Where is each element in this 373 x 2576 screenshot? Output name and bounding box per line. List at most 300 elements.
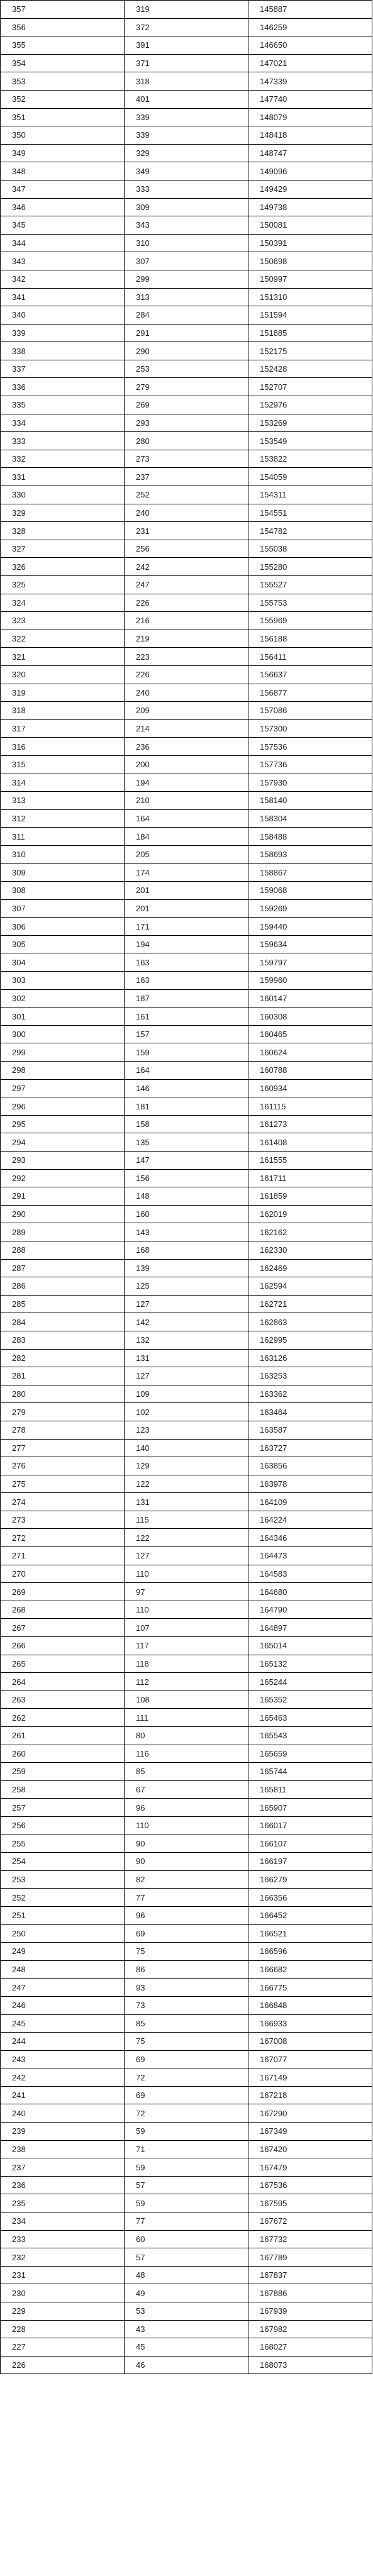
cumulative-cell: 164109 — [248, 1493, 372, 1511]
cumulative-cell: 150081 — [248, 216, 372, 235]
cumulative-cell: 154059 — [248, 468, 372, 486]
score-cell: 226 — [1, 2356, 125, 2374]
score-cell: 328 — [1, 522, 125, 540]
count-cell: 140 — [125, 1439, 248, 1457]
count-cell: 291 — [125, 324, 248, 342]
cumulative-cell: 161408 — [248, 1133, 372, 1152]
count-cell: 127 — [125, 1295, 248, 1313]
table-row — [1, 648, 372, 666]
cumulative-cell: 150391 — [248, 234, 372, 252]
cumulative-cell: 166848 — [248, 1996, 372, 2014]
table-row — [1, 2248, 372, 2267]
count-cell: 163 — [125, 953, 248, 972]
score-cell: 304 — [1, 953, 125, 972]
table-row — [1, 126, 372, 145]
score-cell: 256 — [1, 1816, 125, 1835]
cumulative-cell: 161555 — [248, 1152, 372, 1170]
count-cell: 401 — [125, 90, 248, 108]
cumulative-cell: 159634 — [248, 935, 372, 953]
count-cell: 69 — [125, 2050, 248, 2068]
count-cell: 46 — [125, 2356, 248, 2374]
table-row — [1, 522, 372, 540]
table-row — [1, 1349, 372, 1367]
cumulative-cell: 158693 — [248, 845, 372, 863]
count-cell: 49 — [125, 2284, 248, 2302]
count-cell: 299 — [125, 270, 248, 288]
score-cell: 290 — [1, 1205, 125, 1223]
cumulative-cell: 168027 — [248, 2338, 372, 2357]
cumulative-cell: 157930 — [248, 774, 372, 792]
cumulative-cell: 167149 — [248, 2068, 372, 2087]
cumulative-cell: 159797 — [248, 953, 372, 972]
cumulative-cell: 165244 — [248, 1673, 372, 1691]
score-cell: 347 — [1, 180, 125, 198]
table-row — [1, 882, 372, 900]
count-cell: 71 — [125, 2140, 248, 2158]
score-cell: 251 — [1, 1906, 125, 1924]
table-row — [1, 1889, 372, 1907]
table-row — [1, 899, 372, 918]
score-cell: 274 — [1, 1493, 125, 1511]
count-cell: 194 — [125, 935, 248, 953]
count-cell: 247 — [125, 576, 248, 594]
cumulative-cell: 155038 — [248, 540, 372, 558]
count-cell: 205 — [125, 845, 248, 863]
table-row — [1, 809, 372, 828]
cumulative-cell: 166775 — [248, 1979, 372, 1997]
table-row — [1, 1313, 372, 1331]
cumulative-cell: 148747 — [248, 144, 372, 162]
count-cell: 45 — [125, 2338, 248, 2357]
table-row — [1, 1727, 372, 1745]
score-cell: 325 — [1, 576, 125, 594]
table-row — [1, 1259, 372, 1277]
cumulative-cell: 166017 — [248, 1816, 372, 1835]
count-cell: 209 — [125, 702, 248, 720]
count-cell: 109 — [125, 1385, 248, 1403]
count-cell: 108 — [125, 1690, 248, 1709]
cumulative-cell: 148418 — [248, 126, 372, 145]
score-cell: 320 — [1, 665, 125, 684]
cumulative-cell: 156188 — [248, 630, 372, 648]
table-row — [1, 2086, 372, 2104]
cumulative-cell: 167479 — [248, 2158, 372, 2177]
count-cell: 111 — [125, 1709, 248, 1727]
cumulative-cell: 167349 — [248, 2123, 372, 2141]
table-row — [1, 54, 372, 72]
score-cell: 303 — [1, 972, 125, 990]
cumulative-cell: 167789 — [248, 2248, 372, 2267]
score-cell: 275 — [1, 1475, 125, 1493]
count-cell: 273 — [125, 450, 248, 468]
table-row — [1, 306, 372, 325]
table-row — [1, 1835, 372, 1853]
count-cell: 181 — [125, 1097, 248, 1116]
cumulative-cell: 150698 — [248, 252, 372, 270]
count-cell: 240 — [125, 684, 248, 702]
table-row — [1, 1690, 372, 1709]
table-row — [1, 1960, 372, 1979]
table-row — [1, 1097, 372, 1116]
cumulative-cell: 166452 — [248, 1906, 372, 1924]
score-cell: 324 — [1, 594, 125, 612]
count-cell: 77 — [125, 2212, 248, 2231]
score-cell: 332 — [1, 450, 125, 468]
cumulative-cell: 162162 — [248, 1223, 372, 1241]
table-row — [1, 1223, 372, 1241]
cumulative-cell: 168073 — [248, 2356, 372, 2374]
table-row — [1, 1439, 372, 1457]
cumulative-cell: 162469 — [248, 1259, 372, 1277]
table-row — [1, 1745, 372, 1763]
score-cell: 340 — [1, 306, 125, 325]
table-row — [1, 1062, 372, 1080]
cumulative-cell: 166107 — [248, 1835, 372, 1853]
count-cell: 171 — [125, 918, 248, 936]
score-cell: 313 — [1, 792, 125, 810]
score-cell: 259 — [1, 1763, 125, 1781]
cumulative-cell: 167218 — [248, 2086, 372, 2104]
count-cell: 184 — [125, 828, 248, 846]
count-cell: 127 — [125, 1367, 248, 1385]
count-cell: 59 — [125, 2123, 248, 2141]
cumulative-cell: 149738 — [248, 198, 372, 216]
cumulative-cell: 165659 — [248, 1745, 372, 1763]
count-cell: 110 — [125, 1601, 248, 1619]
table-row — [1, 2284, 372, 2302]
cumulative-cell: 165907 — [248, 1799, 372, 1817]
count-cell: 187 — [125, 989, 248, 1008]
table-row — [1, 1870, 372, 1889]
table-row — [1, 774, 372, 792]
count-cell: 131 — [125, 1349, 248, 1367]
score-cell: 261 — [1, 1727, 125, 1745]
score-cell: 355 — [1, 36, 125, 55]
table-row — [1, 1511, 372, 1529]
cumulative-cell: 145887 — [248, 1, 372, 19]
cumulative-cell: 160624 — [248, 1043, 372, 1062]
score-cell: 346 — [1, 198, 125, 216]
cumulative-cell: 167077 — [248, 2050, 372, 2068]
score-cell: 287 — [1, 1259, 125, 1277]
count-cell: 116 — [125, 1745, 248, 1763]
score-cell: 295 — [1, 1115, 125, 1133]
count-cell: 112 — [125, 1673, 248, 1691]
cumulative-cell: 147339 — [248, 72, 372, 91]
score-cell: 335 — [1, 396, 125, 414]
table-row — [1, 1547, 372, 1565]
score-cell: 297 — [1, 1079, 125, 1097]
score-cell: 342 — [1, 270, 125, 288]
cumulative-cell: 160147 — [248, 989, 372, 1008]
count-cell: 93 — [125, 1979, 248, 1997]
count-cell: 139 — [125, 1259, 248, 1277]
table-row — [1, 1115, 372, 1133]
count-cell: 160 — [125, 1205, 248, 1223]
cumulative-cell: 166596 — [248, 1943, 372, 1961]
table-row — [1, 792, 372, 810]
count-cell: 371 — [125, 54, 248, 72]
count-cell: 290 — [125, 342, 248, 360]
table-row — [1, 918, 372, 936]
cumulative-cell: 152976 — [248, 396, 372, 414]
cumulative-cell: 166682 — [248, 1960, 372, 1979]
score-cell: 258 — [1, 1780, 125, 1799]
table-row — [1, 2212, 372, 2231]
count-cell: 135 — [125, 1133, 248, 1152]
score-cell: 234 — [1, 2212, 125, 2231]
score-cell: 302 — [1, 989, 125, 1008]
table-row — [1, 684, 372, 702]
count-cell: 329 — [125, 144, 248, 162]
table-row — [1, 468, 372, 486]
count-cell: 253 — [125, 360, 248, 378]
count-cell: 313 — [125, 288, 248, 306]
count-cell: 391 — [125, 36, 248, 55]
cumulative-cell: 156637 — [248, 665, 372, 684]
count-cell: 319 — [125, 1, 248, 19]
count-cell: 226 — [125, 594, 248, 612]
table-row — [1, 2033, 372, 2051]
table-row — [1, 2320, 372, 2338]
count-cell: 146 — [125, 1079, 248, 1097]
score-cell: 343 — [1, 252, 125, 270]
table-row — [1, 738, 372, 756]
table-row — [1, 360, 372, 378]
table-row — [1, 1457, 372, 1475]
cumulative-cell: 165463 — [248, 1709, 372, 1727]
table-row — [1, 1924, 372, 1943]
table-row — [1, 953, 372, 972]
cumulative-cell: 167595 — [248, 2194, 372, 2212]
table-row — [1, 198, 372, 216]
count-cell: 339 — [125, 108, 248, 126]
score-cell: 245 — [1, 2014, 125, 2033]
cumulative-cell: 166279 — [248, 1870, 372, 1889]
table-row — [1, 1601, 372, 1619]
count-cell: 226 — [125, 665, 248, 684]
score-cell: 357 — [1, 1, 125, 19]
cumulative-cell: 165014 — [248, 1637, 372, 1655]
table-row — [1, 414, 372, 432]
count-cell: 102 — [125, 1403, 248, 1421]
score-cell: 334 — [1, 414, 125, 432]
table-row — [1, 2302, 372, 2321]
count-cell: 69 — [125, 2086, 248, 2104]
table-row — [1, 72, 372, 91]
cumulative-cell: 162721 — [248, 1295, 372, 1313]
score-cell: 268 — [1, 1601, 125, 1619]
count-cell: 77 — [125, 1889, 248, 1907]
score-cell: 246 — [1, 1996, 125, 2014]
cumulative-cell: 166933 — [248, 2014, 372, 2033]
score-cell: 248 — [1, 1960, 125, 1979]
score-cell: 289 — [1, 1223, 125, 1241]
cumulative-cell: 161711 — [248, 1169, 372, 1187]
cumulative-cell: 159960 — [248, 972, 372, 990]
score-cell: 322 — [1, 630, 125, 648]
cumulative-cell: 163126 — [248, 1349, 372, 1367]
score-cell: 319 — [1, 684, 125, 702]
score-cell: 285 — [1, 1295, 125, 1313]
cumulative-cell: 167732 — [248, 2230, 372, 2248]
cumulative-cell: 163856 — [248, 1457, 372, 1475]
table-row — [1, 324, 372, 342]
table-row — [1, 1493, 372, 1511]
score-cell: 266 — [1, 1637, 125, 1655]
score-cell: 255 — [1, 1835, 125, 1853]
table-row — [1, 1655, 372, 1673]
count-cell: 57 — [125, 2176, 248, 2194]
score-cell: 276 — [1, 1457, 125, 1475]
score-cell: 296 — [1, 1097, 125, 1116]
cumulative-cell: 152428 — [248, 360, 372, 378]
table-row — [1, 1583, 372, 1601]
table-row — [1, 288, 372, 306]
cumulative-cell: 166197 — [248, 1853, 372, 1871]
count-cell: 142 — [125, 1313, 248, 1331]
score-cell: 271 — [1, 1547, 125, 1565]
table-row — [1, 1709, 372, 1727]
score-cell: 288 — [1, 1241, 125, 1259]
score-cell: 264 — [1, 1673, 125, 1691]
table-row — [1, 702, 372, 720]
score-cell: 353 — [1, 72, 125, 91]
cumulative-cell: 165352 — [248, 1690, 372, 1709]
count-cell: 75 — [125, 2033, 248, 2051]
count-cell: 164 — [125, 809, 248, 828]
table-row — [1, 828, 372, 846]
table-row — [1, 180, 372, 198]
table-row — [1, 144, 372, 162]
count-cell: 343 — [125, 216, 248, 235]
score-cell: 323 — [1, 612, 125, 630]
table-row — [1, 2194, 372, 2212]
score-cell: 247 — [1, 1979, 125, 1997]
count-cell: 73 — [125, 1996, 248, 2014]
count-cell: 216 — [125, 612, 248, 630]
count-cell: 231 — [125, 522, 248, 540]
table-row — [1, 1331, 372, 1349]
count-cell: 372 — [125, 18, 248, 36]
cumulative-cell: 162594 — [248, 1277, 372, 1296]
cumulative-cell: 167536 — [248, 2176, 372, 2194]
table-row — [1, 1565, 372, 1583]
count-cell: 69 — [125, 1924, 248, 1943]
count-cell: 269 — [125, 396, 248, 414]
table-row — [1, 432, 372, 450]
table-row — [1, 504, 372, 522]
score-cell: 270 — [1, 1565, 125, 1583]
count-cell: 223 — [125, 648, 248, 666]
count-cell: 129 — [125, 1457, 248, 1475]
score-cell: 241 — [1, 2086, 125, 2104]
cumulative-cell: 163362 — [248, 1385, 372, 1403]
count-cell: 59 — [125, 2158, 248, 2177]
cumulative-cell: 167672 — [248, 2212, 372, 2231]
count-cell: 210 — [125, 792, 248, 810]
count-cell: 85 — [125, 1763, 248, 1781]
cumulative-cell: 160465 — [248, 1025, 372, 1043]
score-cell: 291 — [1, 1187, 125, 1206]
score-cell: 273 — [1, 1511, 125, 1529]
table-row — [1, 234, 372, 252]
score-cell: 235 — [1, 2194, 125, 2212]
count-cell: 117 — [125, 1637, 248, 1655]
table-row — [1, 1187, 372, 1206]
score-cell: 284 — [1, 1313, 125, 1331]
table-row — [1, 252, 372, 270]
score-cell: 300 — [1, 1025, 125, 1043]
table-row — [1, 1079, 372, 1097]
count-cell: 174 — [125, 863, 248, 882]
cumulative-cell: 164583 — [248, 1565, 372, 1583]
table-row — [1, 1367, 372, 1385]
cumulative-cell: 164897 — [248, 1619, 372, 1637]
score-cell: 232 — [1, 2248, 125, 2267]
count-cell: 201 — [125, 899, 248, 918]
table-row — [1, 486, 372, 504]
score-cell: 349 — [1, 144, 125, 162]
count-cell: 194 — [125, 774, 248, 792]
score-cell: 350 — [1, 126, 125, 145]
score-cell: 277 — [1, 1439, 125, 1457]
cumulative-cell: 157300 — [248, 719, 372, 738]
count-cell: 125 — [125, 1277, 248, 1296]
count-cell: 127 — [125, 1547, 248, 1565]
cumulative-cell: 153822 — [248, 450, 372, 468]
cumulative-cell: 158140 — [248, 792, 372, 810]
table-row — [1, 396, 372, 414]
score-cell: 286 — [1, 1277, 125, 1296]
score-cell: 269 — [1, 1583, 125, 1601]
count-cell: 110 — [125, 1816, 248, 1835]
count-cell: 158 — [125, 1115, 248, 1133]
score-cell: 345 — [1, 216, 125, 235]
table-row — [1, 755, 372, 774]
cumulative-cell: 158867 — [248, 863, 372, 882]
count-cell: 57 — [125, 2248, 248, 2267]
cumulative-cell: 154551 — [248, 504, 372, 522]
table-row — [1, 270, 372, 288]
score-cell: 280 — [1, 1385, 125, 1403]
cumulative-cell: 152175 — [248, 342, 372, 360]
table-row — [1, 2356, 372, 2374]
score-cell: 231 — [1, 2266, 125, 2284]
count-cell: 349 — [125, 162, 248, 180]
cumulative-cell: 167290 — [248, 2104, 372, 2123]
table-row — [1, 1943, 372, 1961]
cumulative-cell: 154311 — [248, 486, 372, 504]
score-cell: 282 — [1, 1349, 125, 1367]
score-cell: 314 — [1, 774, 125, 792]
cumulative-cell: 167886 — [248, 2284, 372, 2302]
score-cell: 315 — [1, 755, 125, 774]
cumulative-cell: 155969 — [248, 612, 372, 630]
count-cell: 219 — [125, 630, 248, 648]
score-cell: 240 — [1, 2104, 125, 2123]
table-row — [1, 1673, 372, 1691]
score-cell: 338 — [1, 342, 125, 360]
table-row — [1, 1025, 372, 1043]
count-cell: 110 — [125, 1565, 248, 1583]
score-cell: 306 — [1, 918, 125, 936]
count-cell: 309 — [125, 198, 248, 216]
count-cell: 240 — [125, 504, 248, 522]
cumulative-cell: 167008 — [248, 2033, 372, 2051]
count-cell: 131 — [125, 1493, 248, 1511]
score-cell: 230 — [1, 2284, 125, 2302]
